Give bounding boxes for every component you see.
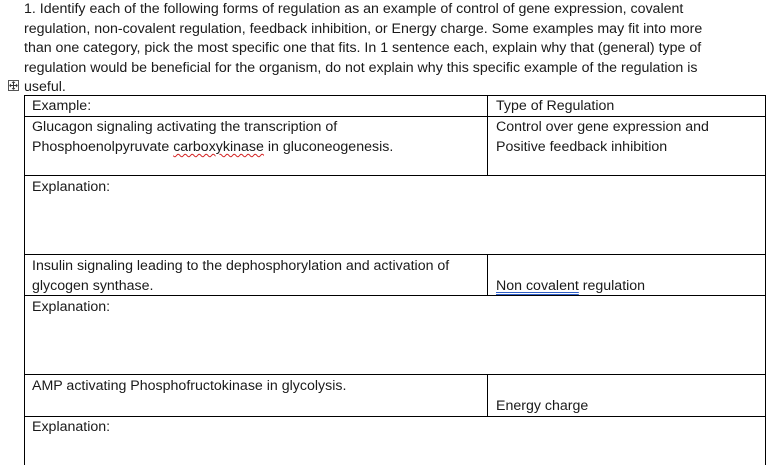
example-text: Insulin signaling leading to the dephosphorylation and activation of bbox=[32, 258, 450, 274]
explanation-row[interactable] bbox=[24, 297, 765, 374]
example-text bbox=[32, 137, 393, 157]
spelling-flagged-word: carboxykinase bbox=[173, 139, 264, 155]
type-text: Positive feedback inhibition bbox=[496, 139, 668, 155]
type-text: regulation bbox=[578, 278, 646, 294]
header-type-of-regulation: Type of Regulation bbox=[496, 98, 615, 114]
explanation-label: Explanation: bbox=[32, 299, 111, 315]
example-text: glycogen synthase. bbox=[32, 278, 154, 294]
table-border bbox=[24, 254, 765, 255]
table-border bbox=[24, 175, 765, 176]
header-example: Example: bbox=[32, 98, 92, 114]
table-move-handle-icon[interactable] bbox=[8, 80, 19, 91]
question-line: regulation would be beneficial for the organism, do not explain why this specific example of the regulation is bbox=[24, 59, 698, 76]
explanation-row[interactable] bbox=[24, 177, 765, 254]
table-row bbox=[24, 256, 765, 295]
type-cell[interactable] bbox=[496, 276, 645, 296]
grammar-flagged-phrase: Non covalent bbox=[496, 278, 579, 294]
table-header-row bbox=[24, 96, 765, 116]
explanation-label: Explanation: bbox=[32, 419, 111, 435]
type-cell[interactable] bbox=[496, 396, 588, 416]
example-text: Glucagon signaling activating the transcription of bbox=[32, 119, 338, 135]
example-cell[interactable] bbox=[32, 117, 393, 157]
example-text: AMP activating Phosphofructokinase in glycolysis. bbox=[32, 378, 347, 394]
table-row bbox=[24, 117, 765, 175]
table-border bbox=[24, 374, 765, 375]
explanation-row[interactable] bbox=[24, 417, 765, 465]
question-line: than one category, pick the most specific one that fits. In 1 sentence each, explain why that (general) type of bbox=[24, 40, 702, 57]
type-cell[interactable] bbox=[496, 117, 709, 157]
question-line: 1. Identify each of the following forms of regulation as an example of control of gene expression, covalent bbox=[24, 1, 684, 17]
example-text-part: in gluconeogenesis. bbox=[263, 139, 394, 155]
question-line: regulation, non-covalent regulation, feedback inhibition, or Energy charge. Some examples may fit into more bbox=[24, 20, 703, 37]
question-line: useful. bbox=[24, 79, 66, 96]
table-row bbox=[24, 376, 765, 416]
type-text: Energy charge bbox=[496, 398, 589, 414]
type-text: Control over gene expression and bbox=[496, 119, 709, 135]
table-border bbox=[765, 95, 766, 465]
explanation-label: Explanation: bbox=[32, 179, 111, 195]
example-cell[interactable] bbox=[32, 256, 449, 296]
example-cell[interactable] bbox=[32, 376, 346, 396]
question-text bbox=[24, 0, 754, 98]
example-text-part: Phosphoenolpyruvate bbox=[32, 139, 174, 155]
